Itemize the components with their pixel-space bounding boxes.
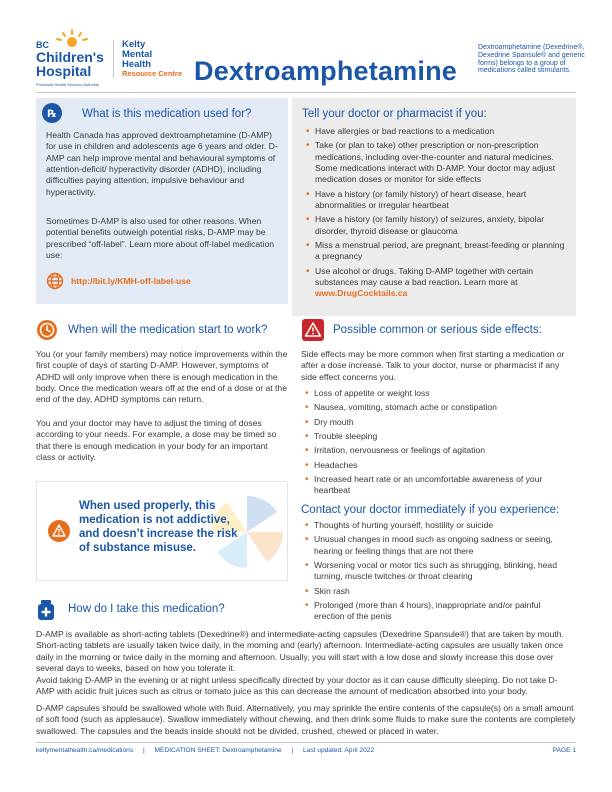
- page-footer: [36, 747, 576, 756]
- side-effects-heading: Possible common or serious side effects:: [333, 324, 542, 336]
- logo-line-childrens: Children's: [36, 49, 104, 65]
- warning-icon: [302, 319, 324, 341]
- prescription-icon: [42, 103, 62, 123]
- callout-text: When used properly, this medication is not addictive, and doesn’t increase the risk of substance misuse.: [79, 500, 238, 555]
- when-work-heading: When will the medication start to work?: [68, 324, 268, 336]
- kelty-line-3: Health: [122, 58, 152, 70]
- warning-circle-icon: [48, 520, 70, 542]
- side-effects-intro: Side effects may be more common when first starting a medication or after a dose increase. Talk to your doctor, nurse or pharmacist if any side effect concerns you.: [301, 349, 565, 382]
- footer-updated: Last updated: April 2022: [302, 747, 375, 754]
- list-item: • Have a history (or family history) of heart disease, heart abnormalities or irregular heartbeat: [302, 189, 570, 212]
- list-item-text: Use alcohol or drugs. Taking D-AMP together with certain substances may cause a bad reaction. Learn more at: [315, 265, 533, 288]
- intro-note: Dextroamphetamine (Dexedrine®, Dexedrine Spansule® and generic forms) belongs to a group of medications called stimulants.: [478, 44, 585, 75]
- list-item: • Headaches: [301, 460, 573, 471]
- contact-doctor-list: [301, 520, 573, 626]
- list-item: • Irritation, nervousness or feelings of agitation: [301, 445, 573, 456]
- kelty-resource-centre: Resource Centre: [122, 68, 183, 78]
- list-item: • Dry mouth: [301, 417, 573, 428]
- list-item: • Skin rash: [301, 586, 573, 597]
- logo-line-hospital: Hospital: [36, 63, 92, 79]
- footer-page-number: PAGE 1: [552, 747, 576, 754]
- footer-separator: |: [142, 747, 145, 754]
- callout-box: [36, 481, 288, 581]
- list-item: • Trouble sleeping: [301, 431, 573, 442]
- footer-url-link[interactable]: keltymentalhealth.ca/medications: [36, 747, 134, 754]
- sun-logo-icon: [52, 28, 92, 48]
- bc-childrens-hospital-logo[interactable]: [36, 30, 110, 90]
- medicine-bottle-icon: [36, 599, 56, 621]
- what-for-heading: What is this medication used for?: [82, 108, 252, 120]
- footer-divider: [36, 742, 576, 743]
- footer-separator: |: [291, 747, 294, 754]
- what-for-panel: [36, 98, 288, 304]
- contact-doctor-heading: Contact your doctor immediately if you experience:: [301, 504, 560, 516]
- list-item: • Worsening vocal or motor tics such as shrugging, blinking, head turning, muscle twitches or throat clearing: [301, 560, 573, 583]
- tell-doctor-heading: Tell your doctor or pharmacist if you:: [302, 108, 487, 120]
- drug-cocktails-link[interactable]: www.DrugCocktails.ca: [315, 288, 408, 299]
- footer-sheet-title: MEDICATION SHEET: Dextroamphetamine: [154, 747, 282, 754]
- logo-bc-prefix: BC: [36, 40, 49, 50]
- list-item: • Thoughts of hurting yourself, hostility or suicide: [301, 520, 573, 531]
- page-title: Dextroamphetamine: [194, 56, 457, 86]
- tell-doctor-list: [302, 126, 570, 303]
- what-for-paragraph-2: Sometimes D-AMP is also used for other reasons. When potential benefits outweigh potential risks, D-AMP may be prescribed “off-label”. Learn more about off-label medication use:: [46, 216, 275, 261]
- list-item: • Miss a menstrual period, are pregnant, breast-feeding or planning a pregnancy: [302, 240, 570, 263]
- side-effects-list: [301, 388, 573, 500]
- what-for-paragraph-1: Health Canada has approved dextroamphetamine (D-AMP) for use in children and adolescents age 6 years and older. D-AMP can help improve mental and behavioural symptoms of attention-deficit/ hyperactivity disorder (ADHD), including difficulties paying attention, impulsive behaviour and hyperactivity.: [46, 130, 278, 197]
- list-item: • Unusual changes in mood such as ongoing sadness or seeing, hearing or feeling things that are not there: [301, 534, 573, 557]
- when-work-paragraph-1: You (or your family members) may notice improvements within the first couple of days of starting D-AMP. However, symptoms of ADHD will only improve when there is enough medication in the body. Once the medication wears off at the end of a dose or at the end of the day, ADHD symptoms can return.: [36, 349, 288, 405]
- list-item: • Increased heart rate or an uncomfortable awareness of your heartbeat: [301, 474, 573, 497]
- logo-authority: Provincial Health Services Authority: [36, 82, 100, 87]
- list-item: • Take (or plan to take) other prescription or non-prescription medications, including over-the-counter and natural medicines. Some medications interact with D-AMP. Your doctor may adjust medication doses or monitor for side effects: [302, 140, 570, 185]
- how-take-paragraph-1: D-AMP is available as short-acting tablets (Dexedrine®) and intermediate-acting capsules (Dexedrine Spansule®) that are taken by mouth. Short-acting tablets are usually taken twice daily, in the morning and (early) afternoon. Intermediate-acting capsules are usually taken once daily in the morning or twice daily in the morning and afternoon. Usually, you will start with a low dose and slowly increase this dose over several days to weeks, based on how you tolerate it.: [36, 629, 564, 674]
- header-divider: [36, 92, 576, 93]
- when-work-paragraph-2: You and your doctor may have to adjust the timing of doses according to your needs. For example, a dose may be timed so that there is enough medication in your body for an important class or activity.: [36, 418, 277, 463]
- list-item: • Have allergies or bad reactions to a medication: [302, 126, 570, 137]
- page-header: [0, 0, 612, 92]
- kelty-line-1: Kelty: [122, 39, 146, 50]
- globe-icon: [46, 272, 64, 290]
- list-item: • Prolonged (more than 4 hours), inappropriate and/or painful erection of the penis: [301, 600, 573, 623]
- how-take-heading: How do I take this medication?: [68, 603, 225, 615]
- kelty-logo[interactable]: [113, 40, 193, 78]
- list-item: • Have a history (or family history) of seizures, anxiety, bipolar disorder, thyroid disease or glaucoma: [302, 214, 570, 237]
- list-item: • Loss of appetite or weight loss: [301, 388, 573, 399]
- kelty-line-2: Mental: [122, 48, 153, 60]
- tell-doctor-panel: [292, 98, 576, 316]
- svg-text:℞: ℞: [47, 109, 57, 120]
- how-take-paragraph-3: D-AMP capsules should be swallowed whole with fluid. Alternatively, you may sprinkle the entire contents of the capsule(s) on a small amount of soft food (such as applesauce). Swallow immediately without chewing, and then drink some fluids to make sure the contents are completely swallowed. The capsules and the beads inside should not be divided, crushed, chewed or placed in water.: [36, 703, 576, 736]
- off-label-link[interactable]: http://bit.ly/KMH-off-label-use: [71, 276, 191, 286]
- how-take-paragraph-2: Avoid taking D-AMP in the evening or at night unless specifically directed by your doctor as it can cause difficulty sleeping. Do not take D-AMP with acidic fruit juices such as citrus or tomato juice as this can decrease the amount of medication absorbed into your body.: [36, 675, 558, 697]
- list-item: • Nausea, vomiting, stomach ache or constipation: [301, 402, 573, 413]
- clock-icon: [36, 319, 58, 341]
- list-item: [302, 266, 570, 300]
